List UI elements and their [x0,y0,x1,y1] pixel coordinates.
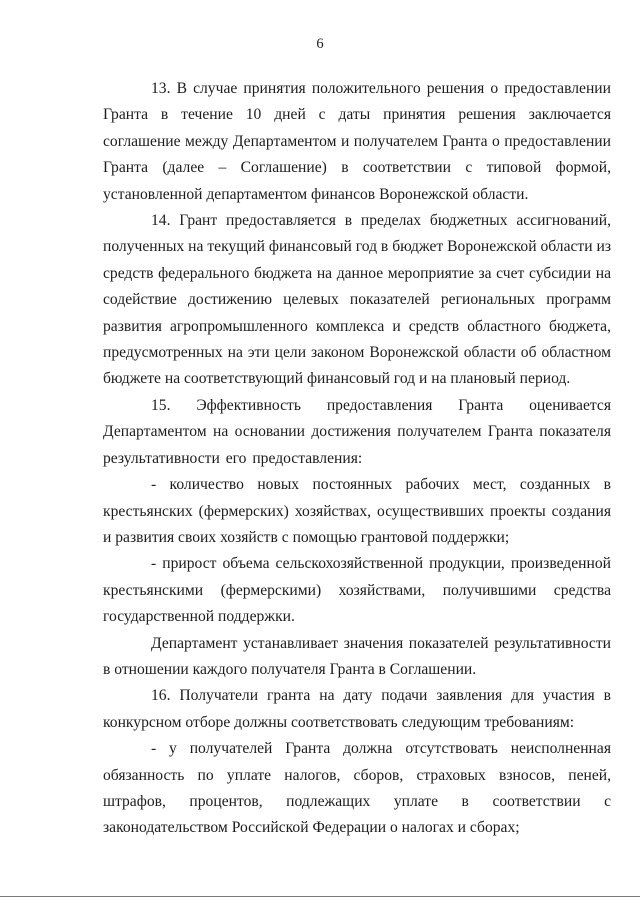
paragraph-indicators: Департамент устанавливает значения показателей результативности в отношении каждого получателя Гранта в Соглашении. [103,634,611,678]
page-number: 6 [316,36,324,52]
list-item-production-growth: - прирост объема сельскохозяйственной продукции, произведенной крестьянскими (фермерскими) хозяйствами, получившими средства государственной поддержки. [103,555,611,626]
paragraph-16: 16. Получатели гранта на дату подачи заявления для участия в конкурсном отборе должны соответствовать следующим требованиям: [103,687,611,731]
paragraph-15: 15. Эффективность предоставления Гранта оценивается Департаментом на основании достижения получателем Гранта показателя результативности его предоставления: [103,396,611,467]
list-item-tax-obligations: - у получателей Гранта должна отсутствовать неисполненная обязанность по уплате налогов, сборов, страховых взносов, пеней, штрафов, процентов, подлежащих уплате в соответствии с законодательством Российской Федерации о налогах и сборах; [103,740,611,837]
list-item-new-jobs: - количество новых постоянных рабочих мест, созданных в крестьянских (фермерских) хозяйствах, осуществивших проекты создания и развития своих хозяйств с помощью грантовой поддержки; [103,476,611,546]
paragraph-13: 13. В случае принятия положительного решения о предоставлении Гранта в течение 10 дней с даты принятия решения заключается соглашение между Департаментом и получателем Гранта о предоставлении Гранта (далее – Соглашение) в соответствии с типовой формой, установленной департаментом финансов Воронежской области. [103,80,611,203]
document-body [103,76,611,842]
paragraph-14: 14. Грант предоставляется в пределах бюджетных ассигнований, полученных на текущий финансовый год в бюджет Воронежской области из средств федерального бюджета на данное мероприятие за счет субсидии на содействие достижению целевых показателей региональных программ развития агропромышленного комплекса и средств областного бюджета, предусмотренных на эти цели законом Воронежской области об областном бюджете на соответствующий финансовый год и на плановый период. [103,212,611,388]
scan-edge-line [0,896,640,897]
